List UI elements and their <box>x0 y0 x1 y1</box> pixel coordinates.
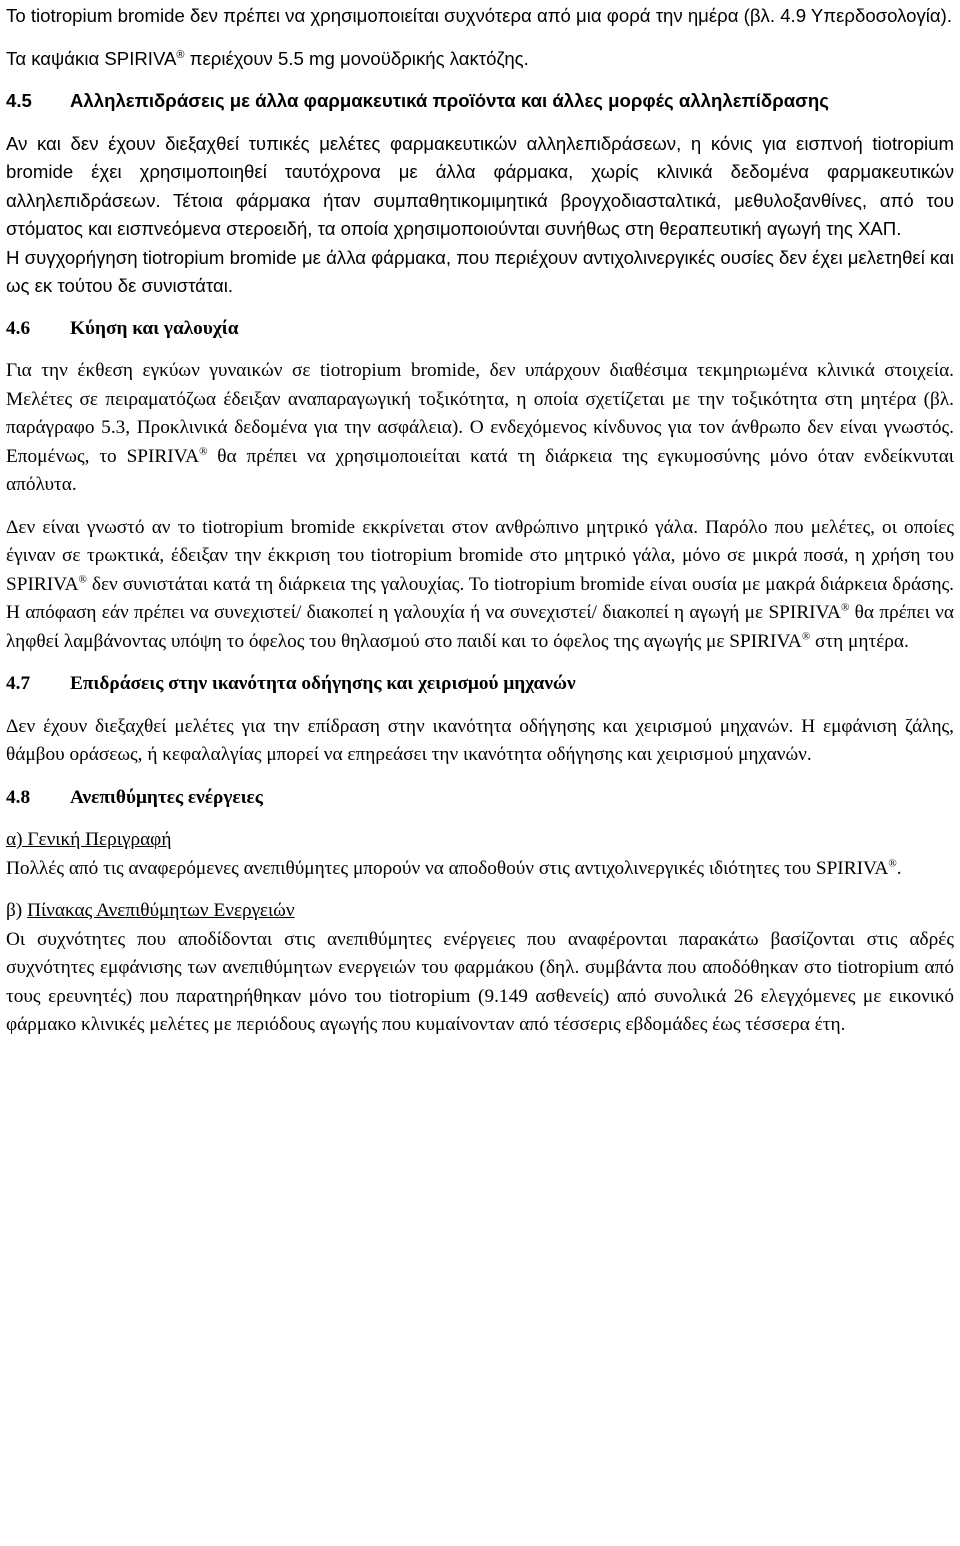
registered-mark: ® <box>840 601 850 614</box>
subsection-b-label <box>6 897 954 926</box>
paragraph-text: θα πρέπει να ληφθεί λαμβάνοντας υπόψη το όφελος του θηλασμού στο παιδί και το όφελος της αγωγής με SPIRIVA <box>6 602 954 652</box>
registered-mark: ® <box>176 48 185 61</box>
capsule-text-start: Τα καψάκια SPIRIVA <box>6 47 177 69</box>
paragraph-text: Για την έκθεση εγκύων γυναικών σε tiotropium bromide, δεν υπάρχουν διαθέσιμα τεκμηριωμένα κλινικά στοιχεία. Μελέτες σε πειραματόζωα έδειξαν αναπαραγωγική τοξικότητα, η οποία σχετίζεται με την τοξικότητα στη μητέρα (βλ. παράγραφο 5.3, Προκλινικά δεδομένα για την ασφάλεια). Ο ενδεχόμενος κίνδυνος για τον άνθρωπο δεν είναι γνωστός. Επομένως, το SPIRIVA <box>6 360 954 467</box>
paragraph-text: δεν συνιστάται κατά τη διάρκεια της γαλουχίας. Το tiotropium bromide είναι ουσία με μακρά διάρκεια δράσης. Η απόφαση εάν πρέπει να συνεχιστεί/ διακοπεί η γαλουχία ή να συνεχιστεί/ διακοπεί η αγωγή με SPIRIVA <box>6 573 954 623</box>
subsection-b-title: Πίνακας Ανεπιθύμητων Ενεργειών <box>27 900 295 921</box>
registered-mark: ® <box>78 573 87 586</box>
paragraph-text: Δεν έχουν διεξαχθεί μελέτες για την επίδραση στην ικανότητα οδήγησης και χειρισμού μηχανών. Η εμφάνιση ζάλης, θάμβου οράσεως, ή κεφαλαλγίας μπορεί να επηρεάσει την ικανότητα οδήγησης και χειρισμού μηχανών. <box>6 715 954 765</box>
paragraph-text: Δεν είναι γνωστό αν το tiotropium bromide εκκρίνεται στον ανθρώπινο μητρικό γάλα. Παρόλο που μελέτες, οι οποίες έγιναν σε τρωκτικά, έδειξαν την έκκριση του tiotropium bromide στο μητρικό γάλα, μόνο σε μικρά ποσά, η χρήση του SPIRIVA <box>6 516 954 595</box>
capsule-text-end: περιέχουν 5.5 mg μονοϋδρικής λακτόζης. <box>184 47 529 69</box>
paragraph-text: Πολλές από τις αναφερόμενες ανεπιθύμητες μπορούν να αποδοθούν στις αντιχολινεργικές ιδιότητες του SPIRIVA <box>6 857 889 879</box>
section-4-7-heading <box>6 670 954 699</box>
section-number: 4.6 <box>6 317 31 339</box>
section-4-7-paragraph <box>6 713 954 770</box>
section-4-6-heading <box>6 315 954 344</box>
section-4-5-heading <box>6 87 954 116</box>
section-number: 4.5 <box>6 90 32 111</box>
section-title: Κύηση και γαλουχία <box>70 317 239 339</box>
section-title: Αλληλεπιδράσεις με άλλα φαρμακευτικά προϊόντα και άλλες μορφές αλληλεπίδρασης <box>70 90 829 111</box>
section-4-8-heading <box>6 784 954 813</box>
subsection-a-title: α) Γενική Περιγραφή <box>6 829 172 850</box>
section-number: 4.7 <box>6 673 31 694</box>
paragraph-text: . <box>896 857 902 879</box>
registered-mark: ® <box>199 445 208 458</box>
subsection-a-paragraph <box>6 855 954 884</box>
subsection-a-label <box>6 826 954 855</box>
paragraph-text: Η συγχορήγηση tiotropium bromide με άλλα φάρμακα, που περιέχουν αντιχολινεργικές ουσίες δεν έχει μελετηθεί και ως εκ τούτου δε συνιστάται. <box>6 246 954 296</box>
section-4-6-paragraph-1 <box>6 357 954 500</box>
intro-paragraph <box>6 2 954 31</box>
section-title: Επιδράσεις στην ικανότητα οδήγησης και χειρισμού μηχανών <box>70 673 576 694</box>
paragraph-text: θα πρέπει να χρησιμοποιείται κατά τη διάρκεια της εγκυμοσύνης μόνο όταν ενδείκνυται απόλυτα. <box>6 445 954 495</box>
section-4-5-paragraph-2 <box>6 244 954 301</box>
registered-mark: ® <box>888 857 897 870</box>
section-4-5-paragraph-1 <box>6 130 954 244</box>
section-number: 4.8 <box>6 786 31 808</box>
subsection-b-paragraph <box>6 926 954 1040</box>
registered-mark: ® <box>801 630 811 643</box>
paragraph-text: Οι συχνότητες που αποδίδονται στις ανεπιθύμητες ενέργειες που αναφέρονται παρακάτω βασίζονται στις αδρές συχνότητες εμφάνισης των ανεπιθύμητων ενεργειών του φαρμάκου (δηλ. συμβάντα που αποδόθηκαν στο tiotropium από τους ερευνητές) που παρατηρήθηκαν μόνο του tiotropium (9.149 ασθενείς) από συνολικά 26 ελεγχόμενες με εικονικό φάρμακο κλινικές μελέτες με περιόδους αγωγής που κυμαίνονταν από τέσσερις εβδομάδες έως τέσσερα έτη. <box>6 928 954 1035</box>
section-4-6-paragraph-2 <box>6 514 954 657</box>
subsection-b-prefix: β) <box>6 900 28 921</box>
capsule-lactose-paragraph <box>6 45 954 74</box>
section-title: Ανεπιθύμητες ενέργειες <box>70 786 263 808</box>
paragraph-text: Αν και δεν έχουν διεξαχθεί τυπικές μελέτες φαρμακευτικών αλληλεπιδράσεων, η κόνις για εισπνοή tiotropium bromide έχει χρησιμοποιηθεί ταυτόχρονα με άλλα φάρμακα, χωρίς κλινικά δεδομένα φαρμακευτικών αλληλεπιδράσεων. Τέτοια φάρμακα ήταν συμπαθητικομιμητικά βρογχοδιασταλτικά, μεθυλοξανθίνες, από του στόματος και εισπνεόμενα στεροειδή, τα οποία χρησιμοποιούνται συνήθως στη θεραπευτική αγωγή της ΧΑΠ. <box>6 132 954 239</box>
paragraph-text: στη μητέρα. <box>810 630 909 652</box>
intro-text: Το tiotropium bromide δεν πρέπει να χρησιμοποιείται συχνότερα από μια φορά την ημέρα (βλ. 4.9 Υπερδοσολογία). <box>6 5 953 26</box>
